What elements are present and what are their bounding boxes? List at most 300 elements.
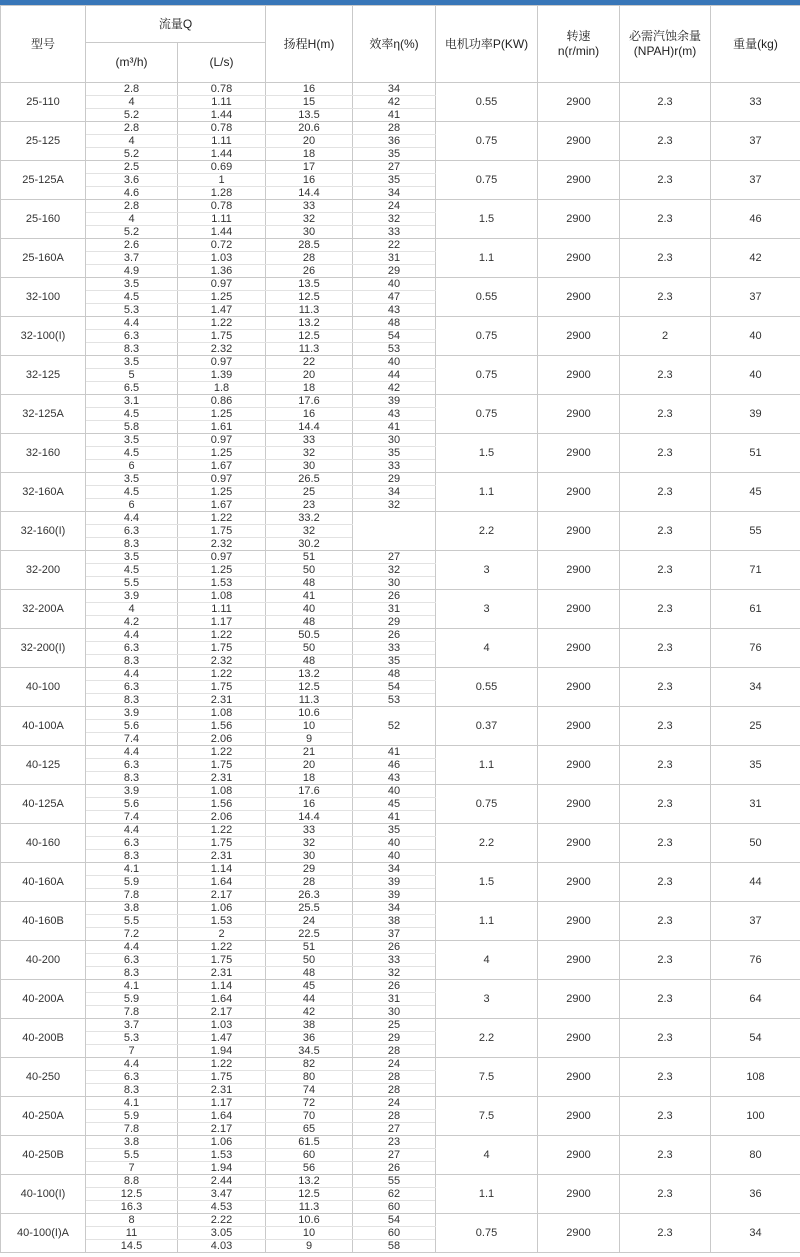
- speed-cell: 2900: [538, 785, 620, 824]
- efficiency-cell: 41: [353, 811, 436, 824]
- weight-cell: 76: [711, 941, 800, 980]
- head-cell: 9: [266, 733, 353, 746]
- efficiency-cell: 43: [353, 772, 436, 785]
- flow-m3h-cell: 5.6: [86, 720, 178, 733]
- head-cell: 13.5: [266, 109, 353, 122]
- flow-ls-cell: 1.47: [178, 1032, 266, 1045]
- efficiency-cell: 35: [353, 174, 436, 187]
- head-cell: 34.5: [266, 1045, 353, 1058]
- flow-m3h-cell: 8.3: [86, 343, 178, 356]
- flow-m3h-cell: 3.7: [86, 1019, 178, 1032]
- npsh-cell: 2.3: [620, 1175, 711, 1214]
- power-cell: 1.1: [436, 902, 538, 941]
- efficiency-cell: 23: [353, 1136, 436, 1149]
- head-cell: 50: [266, 564, 353, 577]
- head-cell: 17: [266, 161, 353, 174]
- npsh-cell: 2.3: [620, 746, 711, 785]
- head-cell: 22.5: [266, 928, 353, 941]
- model-cell: 40-250B: [1, 1136, 86, 1175]
- spec-row: [1, 1214, 800, 1227]
- weight-cell: 55: [711, 512, 800, 551]
- model-cell: 40-250: [1, 1058, 86, 1097]
- flow-ls-cell: 1.56: [178, 798, 266, 811]
- model-cell: 32-200A: [1, 590, 86, 629]
- head-cell: 30: [266, 226, 353, 239]
- power-cell: 1.5: [436, 434, 538, 473]
- flow-ls-cell: 1.22: [178, 668, 266, 681]
- weight-cell: 54: [711, 1019, 800, 1058]
- efficiency-cell: 28: [353, 1045, 436, 1058]
- speed-cell: 2900: [538, 161, 620, 200]
- weight-cell: 33: [711, 83, 800, 122]
- head-cell: 28: [266, 876, 353, 889]
- efficiency-cell: 24: [353, 200, 436, 213]
- power-cell: 1.1: [436, 1175, 538, 1214]
- flow-m3h-cell: 3.5: [86, 551, 178, 564]
- npsh-cell: 2.3: [620, 902, 711, 941]
- flow-m3h-cell: 8.3: [86, 655, 178, 668]
- flow-m3h-cell: 6.3: [86, 681, 178, 694]
- head-cell: 38: [266, 1019, 353, 1032]
- flow-ls-cell: 0.86: [178, 395, 266, 408]
- speed-cell: 2900: [538, 668, 620, 707]
- flow-ls-cell: 1.53: [178, 1149, 266, 1162]
- head-cell: 82: [266, 1058, 353, 1071]
- spec-row: [1, 317, 800, 330]
- npsh-cell: 2.3: [620, 1019, 711, 1058]
- table-header: [1, 6, 800, 83]
- spec-row: [1, 1058, 800, 1071]
- efficiency-cell: 40: [353, 785, 436, 798]
- model-cell: 40-160: [1, 824, 86, 863]
- efficiency-cell: 32: [353, 213, 436, 226]
- flow-m3h-cell: 7.8: [86, 1006, 178, 1019]
- spec-row: [1, 707, 800, 720]
- spec-row: [1, 473, 800, 486]
- power-cell: 1.5: [436, 200, 538, 239]
- flow-m3h-cell: 14.5: [86, 1240, 178, 1253]
- head-cell: 10.6: [266, 1214, 353, 1227]
- efficiency-cell: 26: [353, 629, 436, 642]
- header-weight: 重量(kg): [711, 6, 800, 83]
- speed-cell: 2900: [538, 902, 620, 941]
- efficiency-cell: 36: [353, 135, 436, 148]
- npsh-cell: 2.3: [620, 200, 711, 239]
- spec-row: [1, 512, 800, 525]
- flow-ls-cell: 1.64: [178, 876, 266, 889]
- head-cell: 14.4: [266, 187, 353, 200]
- speed-cell: 2900: [538, 1058, 620, 1097]
- power-cell: 4: [436, 1136, 538, 1175]
- flow-ls-cell: 2.17: [178, 1006, 266, 1019]
- efficiency-cell: 39: [353, 395, 436, 408]
- flow-m3h-cell: 4.2: [86, 616, 178, 629]
- efficiency-cell: 24: [353, 1097, 436, 1110]
- efficiency-cell: 41: [353, 421, 436, 434]
- flow-ls-cell: 1.08: [178, 785, 266, 798]
- speed-cell: 2900: [538, 1097, 620, 1136]
- efficiency-cell: 28: [353, 1110, 436, 1123]
- flow-m3h-cell: 5.3: [86, 304, 178, 317]
- header-speed: [538, 6, 620, 83]
- model-cell: 32-160(I): [1, 512, 86, 551]
- power-cell: 0.75: [436, 161, 538, 200]
- flow-ls-cell: 2.17: [178, 1123, 266, 1136]
- model-cell: 40-200: [1, 941, 86, 980]
- flow-m3h-cell: 2.8: [86, 83, 178, 96]
- flow-ls-cell: 1.22: [178, 317, 266, 330]
- efficiency-cell: 27: [353, 1123, 436, 1136]
- head-cell: 26: [266, 265, 353, 278]
- head-cell: 21: [266, 746, 353, 759]
- flow-m3h-cell: 8.3: [86, 694, 178, 707]
- head-cell: 18: [266, 772, 353, 785]
- head-cell: 20: [266, 135, 353, 148]
- model-cell: 25-160A: [1, 239, 86, 278]
- speed-cell: 2900: [538, 746, 620, 785]
- power-cell: 7.5: [436, 1058, 538, 1097]
- spec-row: [1, 434, 800, 447]
- model-cell: 32-160: [1, 434, 86, 473]
- head-cell: 16: [266, 408, 353, 421]
- flow-m3h-cell: 5.8: [86, 421, 178, 434]
- head-cell: 56: [266, 1162, 353, 1175]
- flow-m3h-cell: 5.5: [86, 1149, 178, 1162]
- flow-m3h-cell: 4: [86, 603, 178, 616]
- head-cell: 13.5: [266, 278, 353, 291]
- power-cell: 0.75: [436, 1214, 538, 1253]
- efficiency-cell: 42: [353, 96, 436, 109]
- efficiency-cell: 35: [353, 655, 436, 668]
- flow-m3h-cell: 4.4: [86, 317, 178, 330]
- flow-m3h-cell: 6: [86, 499, 178, 512]
- flow-ls-cell: 1.25: [178, 486, 266, 499]
- flow-m3h-cell: 2.6: [86, 239, 178, 252]
- efficiency-cell: 30: [353, 577, 436, 590]
- model-cell: 32-160A: [1, 473, 86, 512]
- flow-m3h-cell: 11: [86, 1227, 178, 1240]
- flow-m3h-cell: 7.4: [86, 733, 178, 746]
- weight-cell: 42: [711, 239, 800, 278]
- model-cell: 25-160: [1, 200, 86, 239]
- flow-m3h-cell: 3.8: [86, 902, 178, 915]
- flow-m3h-cell: 5.6: [86, 798, 178, 811]
- efficiency-cell: 41: [353, 109, 436, 122]
- weight-cell: 46: [711, 200, 800, 239]
- head-cell: 23: [266, 499, 353, 512]
- flow-m3h-cell: 4.1: [86, 1097, 178, 1110]
- head-cell: 26.3: [266, 889, 353, 902]
- flow-ls-cell: 2.22: [178, 1214, 266, 1227]
- flow-ls-cell: 2.06: [178, 733, 266, 746]
- npsh-cell: 2.3: [620, 551, 711, 590]
- head-cell: 10: [266, 720, 353, 733]
- power-cell: 2.2: [436, 512, 538, 551]
- efficiency-cell: 53: [353, 694, 436, 707]
- spec-row: [1, 1175, 800, 1188]
- npsh-cell: 2.3: [620, 590, 711, 629]
- flow-ls-cell: 2.31: [178, 1084, 266, 1097]
- flow-m3h-cell: 4.5: [86, 447, 178, 460]
- npsh-cell: 2.3: [620, 1136, 711, 1175]
- npsh-cell: 2.3: [620, 356, 711, 395]
- speed-cell: 2900: [538, 590, 620, 629]
- flow-m3h-cell: 4.1: [86, 980, 178, 993]
- flow-m3h-cell: 6.3: [86, 330, 178, 343]
- model-cell: 32-125: [1, 356, 86, 395]
- spec-row: [1, 1019, 800, 1032]
- flow-m3h-cell: 16.3: [86, 1201, 178, 1214]
- head-cell: 18: [266, 148, 353, 161]
- speed-cell: 2900: [538, 434, 620, 473]
- weight-cell: 36: [711, 1175, 800, 1214]
- head-cell: 48: [266, 967, 353, 980]
- flow-ls-cell: 1.06: [178, 902, 266, 915]
- flow-m3h-cell: 4.4: [86, 668, 178, 681]
- flow-m3h-cell: 8.8: [86, 1175, 178, 1188]
- flow-ls-cell: 1.75: [178, 759, 266, 772]
- head-cell: 74: [266, 1084, 353, 1097]
- speed-cell: 2900: [538, 278, 620, 317]
- efficiency-cell: 45: [353, 798, 436, 811]
- model-cell: 40-250A: [1, 1097, 86, 1136]
- spec-row: [1, 941, 800, 954]
- flow-ls-cell: 1.22: [178, 629, 266, 642]
- npsh-cell: 2.3: [620, 239, 711, 278]
- head-cell: 18: [266, 382, 353, 395]
- efficiency-cell: 34: [353, 902, 436, 915]
- weight-cell: 34: [711, 1214, 800, 1253]
- flow-m3h-cell: 3.5: [86, 434, 178, 447]
- flow-m3h-cell: 4.4: [86, 941, 178, 954]
- head-cell: 33.2: [266, 512, 353, 525]
- flow-ls-cell: 1.67: [178, 499, 266, 512]
- flow-ls-cell: 0.78: [178, 122, 266, 135]
- efficiency-cell: 26: [353, 1162, 436, 1175]
- flow-m3h-cell: 3.1: [86, 395, 178, 408]
- flow-ls-cell: 1.36: [178, 265, 266, 278]
- flow-ls-cell: 1.64: [178, 993, 266, 1006]
- weight-cell: 31: [711, 785, 800, 824]
- flow-m3h-cell: 6.3: [86, 837, 178, 850]
- flow-m3h-cell: 4.4: [86, 746, 178, 759]
- flow-m3h-cell: 8: [86, 1214, 178, 1227]
- spec-row: [1, 629, 800, 642]
- spec-row: [1, 200, 800, 213]
- flow-ls-cell: 1.14: [178, 863, 266, 876]
- spec-row: [1, 122, 800, 135]
- speed-cell: 2900: [538, 980, 620, 1019]
- flow-ls-cell: 2.31: [178, 967, 266, 980]
- flow-ls-cell: 1.53: [178, 577, 266, 590]
- flow-ls-cell: 2.31: [178, 694, 266, 707]
- efficiency-cell: 40: [353, 837, 436, 850]
- flow-m3h-cell: 3.9: [86, 785, 178, 798]
- efficiency-cell: 29: [353, 1032, 436, 1045]
- flow-m3h-cell: 4: [86, 213, 178, 226]
- spec-row: [1, 902, 800, 915]
- head-cell: 33: [266, 434, 353, 447]
- efficiency-cell: 24: [353, 1058, 436, 1071]
- head-cell: 28.5: [266, 239, 353, 252]
- efficiency-cell: 28: [353, 1084, 436, 1097]
- model-cell: 40-160B: [1, 902, 86, 941]
- efficiency-cell: 55: [353, 1175, 436, 1188]
- efficiency-cell: 33: [353, 460, 436, 473]
- flow-ls-cell: 1.75: [178, 681, 266, 694]
- weight-cell: 40: [711, 356, 800, 395]
- flow-m3h-cell: 5.9: [86, 876, 178, 889]
- efficiency-cell: 34: [353, 187, 436, 200]
- spec-row: [1, 551, 800, 564]
- spec-row: [1, 1136, 800, 1149]
- flow-m3h-cell: 8.3: [86, 850, 178, 863]
- head-cell: 44: [266, 993, 353, 1006]
- header-power: 电机功率P(KW): [436, 6, 538, 83]
- power-cell: 1.1: [436, 746, 538, 785]
- efficiency-cell: 39: [353, 889, 436, 902]
- speed-cell: 2900: [538, 317, 620, 356]
- efficiency-cell: 29: [353, 473, 436, 486]
- model-cell: 40-200A: [1, 980, 86, 1019]
- head-cell: 11.3: [266, 304, 353, 317]
- efficiency-cell: 38: [353, 915, 436, 928]
- header-efficiency: 效率η(%): [353, 6, 436, 83]
- weight-cell: 37: [711, 278, 800, 317]
- spec-row: [1, 668, 800, 681]
- power-cell: 0.37: [436, 707, 538, 746]
- efficiency-cell: [353, 512, 436, 551]
- head-cell: 50: [266, 642, 353, 655]
- flow-m3h-cell: 4.1: [86, 863, 178, 876]
- speed-cell: 2900: [538, 1019, 620, 1058]
- flow-ls-cell: 1.11: [178, 135, 266, 148]
- head-cell: 20.6: [266, 122, 353, 135]
- efficiency-cell: 32: [353, 499, 436, 512]
- spec-row: [1, 356, 800, 369]
- flow-m3h-cell: 6.3: [86, 525, 178, 538]
- model-cell: 32-100(I): [1, 317, 86, 356]
- flow-ls-cell: 1.25: [178, 564, 266, 577]
- spec-row: [1, 785, 800, 798]
- flow-ls-cell: 1.53: [178, 915, 266, 928]
- flow-ls-cell: 1.14: [178, 980, 266, 993]
- weight-cell: 80: [711, 1136, 800, 1175]
- flow-ls-cell: 2.44: [178, 1175, 266, 1188]
- head-cell: 9: [266, 1240, 353, 1253]
- power-cell: 1.1: [436, 473, 538, 512]
- npsh-cell: 2.3: [620, 785, 711, 824]
- head-cell: 32: [266, 213, 353, 226]
- npsh-cell: 2.3: [620, 122, 711, 161]
- flow-ls-cell: 2.31: [178, 850, 266, 863]
- flow-m3h-cell: 5.2: [86, 148, 178, 161]
- head-cell: 26.5: [266, 473, 353, 486]
- npsh-cell: 2.3: [620, 395, 711, 434]
- speed-cell: 2900: [538, 239, 620, 278]
- flow-ls-cell: 1.11: [178, 96, 266, 109]
- efficiency-cell: 27: [353, 551, 436, 564]
- flow-ls-cell: 1.22: [178, 1058, 266, 1071]
- flow-ls-cell: 1.94: [178, 1162, 266, 1175]
- speed-cell: 2900: [538, 473, 620, 512]
- head-cell: 32: [266, 525, 353, 538]
- efficiency-cell: 46: [353, 759, 436, 772]
- flow-ls-cell: 3.47: [178, 1188, 266, 1201]
- weight-cell: 71: [711, 551, 800, 590]
- npsh-cell: 2.3: [620, 824, 711, 863]
- flow-ls-cell: 1.39: [178, 369, 266, 382]
- head-cell: 30: [266, 460, 353, 473]
- model-cell: 32-125A: [1, 395, 86, 434]
- head-cell: 28: [266, 252, 353, 265]
- efficiency-cell: 26: [353, 590, 436, 603]
- flow-ls-cell: 1.75: [178, 1071, 266, 1084]
- speed-cell: 2900: [538, 122, 620, 161]
- flow-ls-cell: 0.78: [178, 200, 266, 213]
- spec-row: [1, 863, 800, 876]
- speed-cell: 2900: [538, 824, 620, 863]
- head-cell: 12.5: [266, 1188, 353, 1201]
- head-cell: 12.5: [266, 291, 353, 304]
- head-cell: 45: [266, 980, 353, 993]
- pump-specification-table: [0, 5, 800, 1253]
- head-cell: 50.5: [266, 629, 353, 642]
- head-cell: 17.6: [266, 785, 353, 798]
- head-cell: 17.6: [266, 395, 353, 408]
- efficiency-cell: 31: [353, 993, 436, 1006]
- head-cell: 80: [266, 1071, 353, 1084]
- flow-m3h-cell: 4: [86, 96, 178, 109]
- flow-m3h-cell: 4.5: [86, 564, 178, 577]
- flow-m3h-cell: 5: [86, 369, 178, 382]
- model-cell: 25-125A: [1, 161, 86, 200]
- head-cell: 30.2: [266, 538, 353, 551]
- head-cell: 40: [266, 603, 353, 616]
- power-cell: 4: [436, 629, 538, 668]
- flow-m3h-cell: 7: [86, 1045, 178, 1058]
- weight-cell: 61: [711, 590, 800, 629]
- power-cell: 0.75: [436, 785, 538, 824]
- flow-m3h-cell: 6.3: [86, 1071, 178, 1084]
- npsh-cell: 2.3: [620, 668, 711, 707]
- efficiency-cell: 32: [353, 967, 436, 980]
- flow-ls-cell: 2.17: [178, 889, 266, 902]
- efficiency-cell: 53: [353, 343, 436, 356]
- flow-ls-cell: 1.75: [178, 954, 266, 967]
- header-model: 型号: [1, 6, 86, 83]
- flow-m3h-cell: 8.3: [86, 538, 178, 551]
- spec-row: [1, 1097, 800, 1110]
- speed-cell: 2900: [538, 395, 620, 434]
- spec-row: [1, 980, 800, 993]
- flow-m3h-cell: 12.5: [86, 1188, 178, 1201]
- npsh-cell: 2.3: [620, 83, 711, 122]
- power-cell: 7.5: [436, 1097, 538, 1136]
- spec-row: [1, 239, 800, 252]
- flow-ls-cell: 2.32: [178, 655, 266, 668]
- head-cell: 32: [266, 447, 353, 460]
- model-cell: 40-160A: [1, 863, 86, 902]
- head-cell: 41: [266, 590, 353, 603]
- head-cell: 70: [266, 1110, 353, 1123]
- flow-m3h-cell: 7.8: [86, 889, 178, 902]
- flow-ls-cell: 1.22: [178, 824, 266, 837]
- head-cell: 25.5: [266, 902, 353, 915]
- model-cell: 25-125: [1, 122, 86, 161]
- head-cell: 48: [266, 577, 353, 590]
- power-cell: 0.75: [436, 317, 538, 356]
